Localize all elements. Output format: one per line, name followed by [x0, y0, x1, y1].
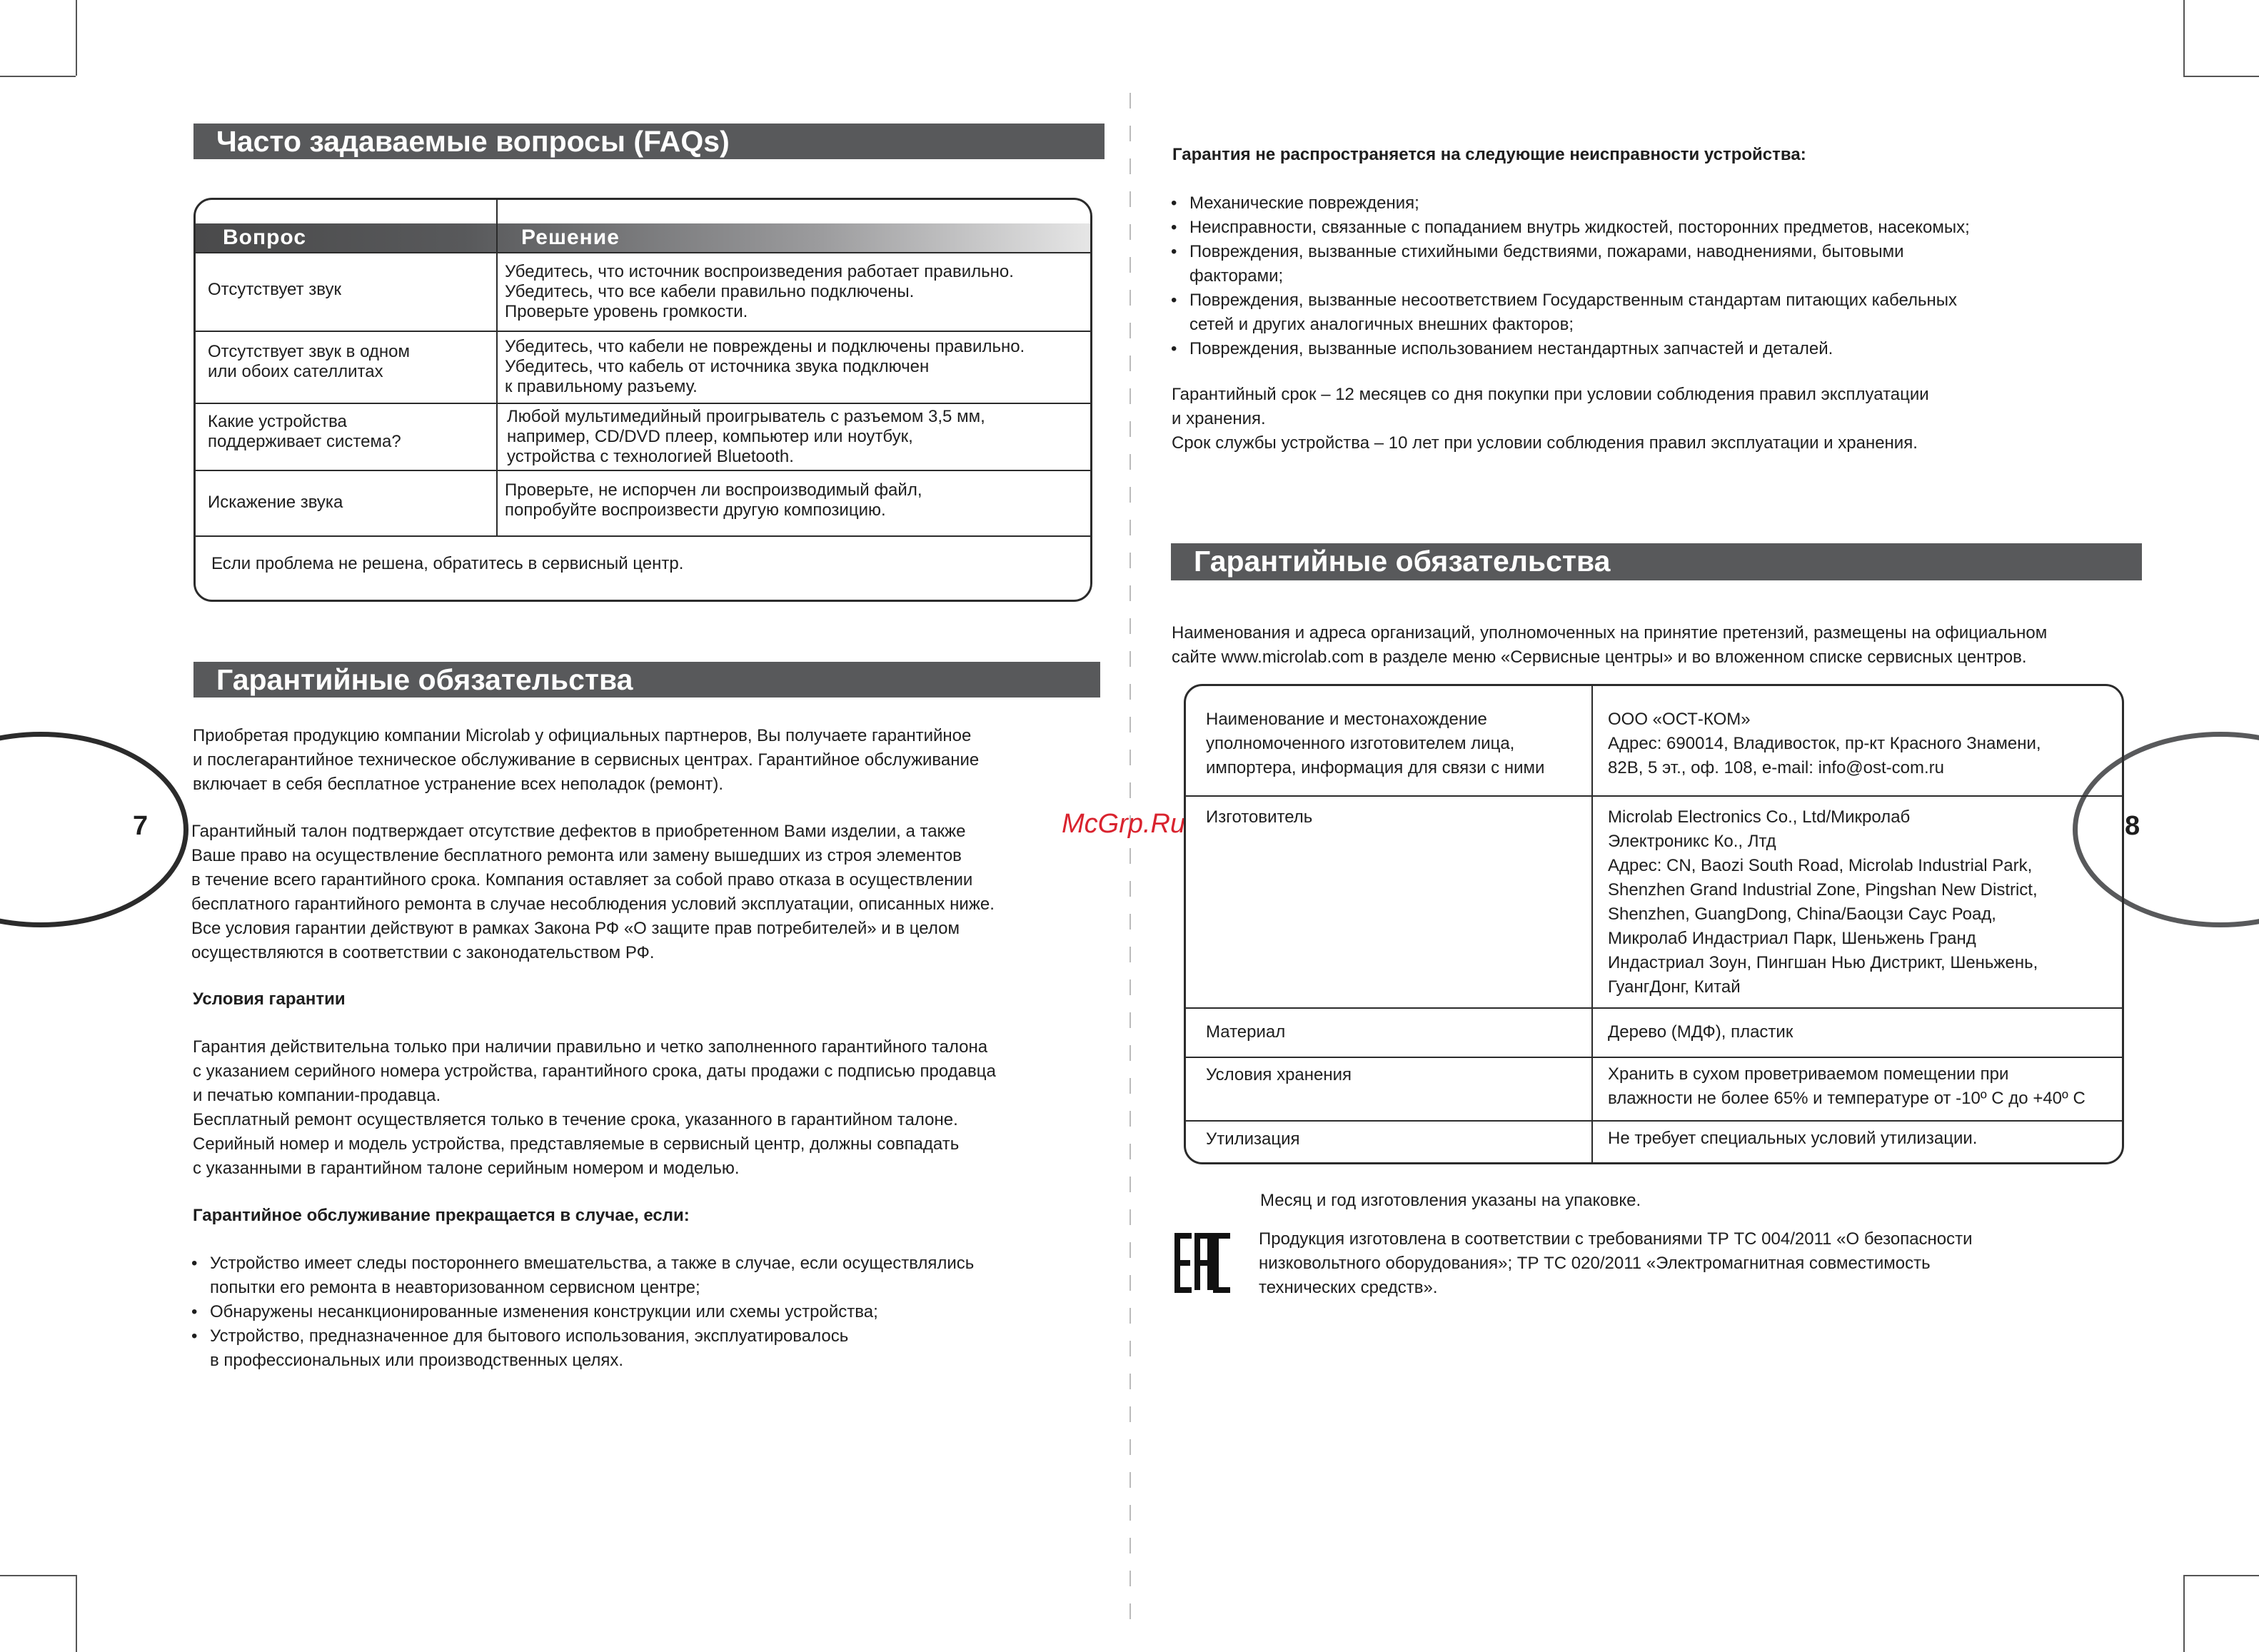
faq-col-solution: Решение	[521, 226, 620, 249]
fold-dash	[1130, 520, 1131, 535]
fold-dash	[1130, 1177, 1131, 1192]
list-item: • Механические повреждения;	[1171, 191, 2142, 216]
info-row-divider	[1186, 795, 2122, 797]
service-centers-intro: Наименования и адреса организаций, уполномоченных на принятие претензий, размещены на официальном сайте www.microlab.com в разделе меню «Сервисные центры» и во вложенном списке сервисных центров.	[1172, 623, 2048, 667]
fold-dash	[1130, 323, 1131, 338]
fold-dash	[1130, 454, 1131, 470]
fold-dash	[1130, 782, 1131, 798]
fold-dash	[1130, 421, 1131, 437]
fold-dash	[1130, 1078, 1131, 1094]
fold-dash	[1130, 93, 1131, 109]
list-item: • Повреждения, вызванные стихийными бедствиями, пожарами, наводнениями, бытовыми факторами;	[1171, 240, 2142, 288]
info-label: Материал	[1206, 1022, 1286, 1042]
fold-dash	[1130, 158, 1131, 174]
fold-dash	[1130, 947, 1131, 962]
page-number-left: 7	[133, 811, 149, 841]
list-item: • Неисправности, связанные с попаданием внутрь жидкостей, посторонних предметов, насекомых;	[1171, 216, 2142, 240]
fold-dash	[1130, 1209, 1131, 1225]
crop-mark	[76, 0, 77, 76]
warranty-conditions: Гарантия действительна только при наличии правильно и четко заполненного гарантийного талона с указанием серийного номера устройства, гарантийного срока, даты продажи с подписью продавца и печатью компании-продавца. Бесплатный ремонт осуществляется только в течение срока, указанного в гарантийном талоне. Серийный номер и модель устройства, представляемые в сервисный центр, должны совпадать с указанными в гарантийном талоне серийным номером и моделью.	[193, 1037, 996, 1178]
faq-row-divider	[196, 403, 1090, 404]
crop-mark	[0, 76, 76, 77]
fold-dash	[1130, 881, 1131, 897]
termination-list	[191, 1251, 1120, 1373]
faq-answer: Проверьте, не испорчен ли воспроизводимый файл, попробуйте воспроизвести другую композицию.	[505, 480, 922, 520]
info-label: Утилизация	[1206, 1129, 1300, 1149]
fold-dash	[1130, 750, 1131, 765]
fold-dash	[1130, 290, 1131, 306]
faq-answer: Любой мультимедийный проигрыватель с разъемом 3,5 мм, например, CD/DVD плеер, компьютер или ноутбук, устройства с технологией Bluetooth.	[507, 407, 985, 466]
faq-footer: Если проблема не решена, обратитесь в сервисный центр.	[211, 554, 684, 573]
fold-dash	[1130, 618, 1131, 634]
fold-dash	[1130, 1505, 1131, 1521]
info-column-divider	[1591, 686, 1593, 1162]
fold-dash	[1130, 1374, 1131, 1389]
fold-dash	[1130, 914, 1131, 930]
faq-col-question: Вопрос	[223, 226, 307, 249]
faq-row-divider	[196, 252, 1090, 253]
watermark: McGrp.Ru	[1062, 809, 1186, 839]
crop-mark	[2183, 1575, 2259, 1576]
list-item: • Устройство имеет следы постороннего вмешательства, а также в случае, если осуществлялись попытки его ремонта в неавторизованном сервисном центре;	[191, 1251, 1120, 1300]
eac-compliance-text: Продукция изготовлена в соответствии с требованиями ТР ТС 004/2011 «О безопасности низковольтного оборудования»; ТР ТС 020/2011 «Электромагнитная совместимость технических средств».	[1259, 1229, 1973, 1297]
list-item: • Обнаружены несанкционированные изменения конструкции или схемы устройства;	[191, 1300, 1120, 1324]
fold-dash	[1130, 1603, 1131, 1619]
page-number-right: 8	[2125, 811, 2140, 841]
fold-dash	[1130, 1144, 1131, 1159]
fold-dash	[1130, 1045, 1131, 1061]
termination-heading: Гарантийное обслуживание прекращается в случае, если:	[193, 1206, 690, 1225]
fold-dash	[1130, 1341, 1131, 1356]
faq-table	[193, 198, 1092, 602]
info-label: Изготовитель	[1206, 807, 1313, 827]
conditions-heading: Условия гарантии	[193, 989, 346, 1009]
fold-dash	[1130, 1472, 1131, 1488]
info-row-divider	[1186, 1057, 2122, 1058]
exclusions-list	[1171, 191, 2142, 361]
crop-mark	[0, 1575, 76, 1576]
faq-column-divider	[496, 200, 498, 535]
fold-dash	[1130, 1242, 1131, 1258]
warranty-terms: Гарантийный срок – 12 месяцев со дня покупки при условии соблюдения правил эксплуатации и хранения. Срок службы устройства – 10 лет при условии соблюдения правил эксплуатации и хранения.	[1172, 385, 1929, 453]
crop-mark	[2183, 76, 2259, 77]
fold-dash	[1130, 651, 1131, 667]
warranty-intro: Приобретая продукцию компании Microlab у официальных партнеров, Вы получаете гарантийное и послегарантийное техническое обслуживание в сервисных центрах. Гарантийное обслуживание включает в себя бесплатное устранение всех неполадок (ремонт).	[193, 726, 980, 794]
fold-dash	[1130, 1538, 1131, 1553]
fold-dash	[1130, 356, 1131, 371]
faq-row-divider	[196, 331, 1090, 332]
info-value: Хранить в сухом проветриваемом помещении при влажности не более 65% и температуре от -10º С до +40º С	[1608, 1064, 2086, 1108]
info-value: Дерево (МДФ), пластик	[1608, 1022, 1793, 1042]
faq-question: Искажение звука	[208, 493, 343, 512]
fold-dash	[1130, 487, 1131, 503]
fold-dash	[1130, 1571, 1131, 1586]
fold-dash	[1130, 1308, 1131, 1324]
info-value: Не требует специальных условий утилизации.	[1608, 1129, 1978, 1148]
warranty-title-left: Гарантийные обязательства	[193, 662, 1100, 697]
fold-dash	[1130, 191, 1131, 207]
fold-dash	[1130, 717, 1131, 732]
fold-dash	[1130, 1111, 1131, 1127]
info-value: Microlab Electronics Co., Ltd/Микролаб Электроникс Ко., Лтд Адрес: CN, Baozi South Road, Microlab Industrial Park, Shenzhen Grand Industrial Zone, Pingshan New District, Shenzhen, GuangDong, China/Баоцзи Саус Роад, Микролаб Индастриал Парк, Шеньжень Гранд Индастриал Зоун, Пингшан Нью Дистрикт, Шеньжень, ГуангДонг, Китай	[1608, 807, 2038, 997]
info-row-divider	[1186, 1007, 2122, 1009]
fold-dash	[1130, 585, 1131, 601]
list-item: • Повреждения, вызванные использованием нестандартных запчастей и деталей.	[1171, 337, 2142, 361]
fold-dash	[1130, 257, 1131, 273]
warranty-card-info: Гарантийный талон подтверждает отсутствие дефектов в приобретенном Вами изделии, а также Ваше право на осуществление бесплатного ремонта или замену вышедших из строя элементов в течение всего гарантийного срока. Компания оставляет за собой право отказа в осуществлении бесплатного гарантийного ремонта в случае несоблюдения условий эксплуатации, описанных ниже. Все условия гарантии действуют в рамках Закона РФ «О защите прав потребителей» и в целом осуществляются в соответствии с законодательством РФ.	[191, 822, 995, 962]
manufacture-date-note: Месяц и год изготовления указаны на упаковке.	[1260, 1191, 1641, 1210]
fold-dash	[1130, 1275, 1131, 1291]
fold-dash	[1130, 388, 1131, 404]
crop-mark	[2183, 1575, 2185, 1652]
faq-question: Отсутствует звук	[208, 280, 341, 299]
crop-mark	[2183, 0, 2185, 76]
page-number-arc-left	[0, 732, 188, 927]
faq-answer: Убедитесь, что источник воспроизведения работает правильно. Убедитесь, что все кабели правильно подключены. Проверьте уровень громкости.	[505, 262, 1014, 321]
fold-dash	[1130, 126, 1131, 141]
info-label: Наименование и местонахождение уполномоченного изготовителем лица, импортера, информация для связи с ними	[1206, 710, 1545, 777]
list-item: • Устройство, предназначенное для бытового использования, эксплуатировалось в профессиональных или производственных целях.	[191, 1324, 1120, 1373]
faq-title: Часто задаваемые вопросы (FAQs)	[193, 124, 1105, 159]
fold-dash	[1130, 553, 1131, 568]
fold-dash	[1130, 684, 1131, 700]
product-info-table	[1184, 684, 2124, 1164]
exclusions-heading: Гарантия не распространяется на следующие неисправности устройства:	[1172, 145, 1806, 164]
faq-row-divider	[196, 535, 1090, 537]
info-label: Условия хранения	[1206, 1065, 1352, 1084]
fold-dash	[1130, 848, 1131, 864]
faq-question: Какие устройства поддерживает система?	[208, 412, 401, 451]
info-row-divider	[1186, 1120, 2122, 1122]
warranty-title-right: Гарантийные обязательства	[1171, 543, 2142, 580]
fold-dash	[1130, 224, 1131, 240]
faq-answer: Убедитесь, что кабели не повреждены и подключены правильно. Убедитесь, что кабель от источника звука подключен к правильному разъему.	[505, 337, 1025, 396]
fold-dash	[1130, 1439, 1131, 1455]
list-item: • Повреждения, вызванные несоответствием Государственным стандартам питающих кабельных сетей и других аналогичных внешних факторов;	[1171, 288, 2142, 337]
faq-question: Отсутствует звук в одном или обоих сателлитах	[208, 342, 411, 381]
eac-mark-icon	[1174, 1233, 1233, 1293]
faq-table-header	[196, 223, 1090, 252]
fold-dash	[1130, 1406, 1131, 1422]
info-value: ООО «ОСТ-КОМ» Адрес: 690014, Владивосток, пр-кт Красного Знамени, 82В, 5 эт., оф. 108, e-mail: info@ost-com.ru	[1608, 710, 2041, 777]
faq-row-divider	[196, 470, 1090, 471]
crop-mark	[76, 1575, 77, 1652]
fold-dash	[1130, 979, 1131, 995]
fold-dash	[1130, 1012, 1131, 1028]
